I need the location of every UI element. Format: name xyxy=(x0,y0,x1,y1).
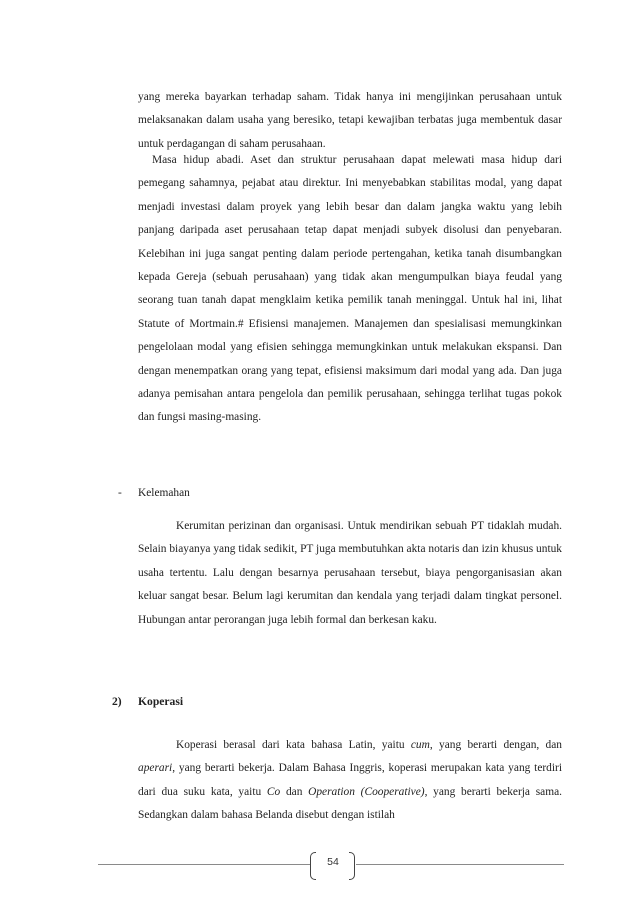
term-co: Co xyxy=(266,785,281,798)
section-number: 2) xyxy=(112,695,122,708)
footer-rule-right xyxy=(356,864,564,865)
koperasi-text-1: Koperasi berasal dari kata bahasa Latin, yaitu xyxy=(176,739,411,751)
footer-bracket-right xyxy=(349,852,355,880)
koperasi-text-4: dan xyxy=(280,785,309,798)
paragraph-intro: yang mereka bayarkan terhadap saham. Tidak hanya ini mengijinkan perusahaan untuk melaksanakan dalam usaha yang beresiko, tetapi kewajiban terbatas juga membentuk dasar untuk perdagangan di saham perusahaan. xyxy=(138,91,562,150)
koperasi-text-5: , yang berarti bekerja sama. Sedangkan dalam bahasa Belanda disebut dengan istilah xyxy=(138,785,562,822)
kelemahan-label: Kelemahan xyxy=(138,487,190,499)
koperasi-text-2: , yang berarti dengan, dan xyxy=(429,739,562,751)
term-aperari: aperari xyxy=(138,762,173,775)
paragraph-masa-hidup: Masa hidup abadi. Aset dan struktur perusahaan dapat melewati masa hidup dari pemegang sahamnya, pejabat atau direktur. Ini menyebabkan stabilitas modal, yang dapat menjadi investasi dalam proyek yang lebih besar dan dalam jangka waktu yang lebih panjang daripada aset perusahaan tetap dapat menjadi subyek disolusi dan penyebaran. Kelebihan ini juga sangat penting dalam periode pertengahan, ketika tanah disumbangkan kepada Gereja (sebuah perusahaan) yang tidak akan mengumpulkan biaya feudal yang seorang tuan tanah dapat mengklaim ketika pemilik tanah meninggal. Untuk hal ini, lihat Statute of Mortmain.# Efisiensi manajemen. Manajemen dan spesialisasi memungkinkan pengelolaan modal yang efisien sehingga memungkinkan untuk melakukan ekspansi. Dan dengan menempatkan orang yang tepat, efisiensi maksimum dari modal yang ada. Dan juga adanya pemisahan antara pengelola dan pemilik perusahaan, sehingga terlihat tugas pokok dan fungsi masing-masing. xyxy=(138,154,562,424)
term-operation: Operation (Cooperative) xyxy=(308,785,425,798)
section-title: Koperasi xyxy=(138,695,184,708)
paragraph-kelemahan: Kerumitan perizinan dan organisasi. Untuk mendirikan sebuah PT tidaklah mudah. Selain biayanya yang tidak sedikit, PT juga membutuhkan akta notaris dan izin khusus untuk usaha tertentu. Lalu dengan besarnya perusahaan tersebut, biaya pengorganisasian akan keluar sangat besar. Belum lagi kerumitan dan kendala yang terjadi dalam tingkat personel. Hubungan antar perorangan juga lebih formal dan berkesan kaku. xyxy=(138,520,562,626)
term-cum: cum xyxy=(410,739,430,751)
koperasi-text-3: , yang berarti bekerja. Dalam Bahasa Inggris, koperasi merupakan kata yang terdiri dari dua suku kata, yaitu xyxy=(138,762,562,798)
footer-rule-left xyxy=(98,864,310,865)
footer-bracket-left xyxy=(310,852,316,880)
paragraph-koperasi xyxy=(138,734,562,828)
kelemahan-bullet: - xyxy=(118,487,122,499)
page-number: 54 xyxy=(327,856,339,868)
